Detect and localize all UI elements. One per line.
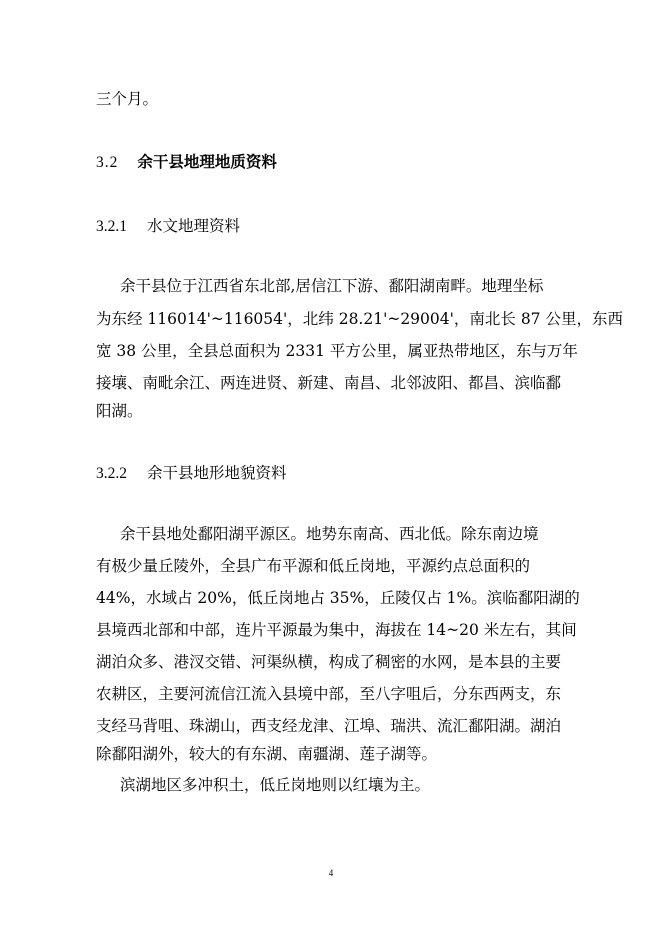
section-heading-3-2-1	[96, 216, 240, 237]
paragraph-line: 湖泊众多、港汊交错、河渠纵横，构成了稠密的水网，是本县的主要	[96, 653, 562, 671]
continuation-text: 三个月。	[96, 90, 159, 108]
page-number: 4	[328, 868, 334, 878]
paragraph-line: 支经马背咀、珠湖山，西支经龙津、江埠、瑞洪、流汇鄱阳湖。湖泊	[96, 717, 562, 735]
section-number: 3.2.2	[96, 465, 127, 482]
paragraph-line: 44%，水域占 20%，低丘岗地占 35%，丘陵仅占 1%。滨临鄱阳湖的	[96, 589, 580, 607]
paragraph-line: 余干县地处鄱阳湖平源区。地势东南高、西北低。除东南边境	[120, 525, 539, 543]
paragraph-line: 县境西北部和中部，连片平源最为集中，海拔在 14~20 米左右，其间	[96, 621, 577, 639]
paragraph-line: 宽 38 公里，全县总面积为 2331 平方公里，属亚热带地区，东与万年	[96, 342, 578, 360]
section-title: 余干县地形地貌资料	[146, 464, 287, 482]
paragraph-line: 阳湖。	[96, 402, 143, 420]
section-title: 余干县地理地质资料	[137, 152, 277, 171]
section-heading-3-2	[96, 152, 277, 173]
section-number: 3.2	[96, 154, 119, 171]
section-title: 水文地理资料	[146, 217, 240, 235]
paragraph-line: 为东经 116014'~116054'，北纬 28.21'~29004'，南北长 87 公里，东西	[96, 310, 623, 328]
paragraph-line: 农耕区，主要河流信江流入县境中部，至八字咀后，分东西两支，东	[96, 685, 562, 703]
paragraph-line: 滨湖地区多冲积土，低丘岗地则以红壤为主。	[120, 776, 431, 794]
paragraph-line: 余干县位于江西省东北部,居信江下游、鄱阳湖南畔。地理坐标	[120, 277, 544, 295]
paragraph-line: 接壤、南毗余江、两连进贤、新建、南昌、北邻波阳、都昌、滨临鄱	[96, 374, 562, 392]
paragraph-line: 有极少量丘陵外，全县广布平源和低丘岗地，平源约点总面积的	[96, 557, 531, 575]
section-heading-3-2-2	[96, 463, 286, 484]
paragraph-line: 除鄱阳湖外，较大的有东湖、南疆湖、莲子湖等。	[96, 745, 438, 763]
section-number: 3.2.1	[96, 218, 127, 235]
